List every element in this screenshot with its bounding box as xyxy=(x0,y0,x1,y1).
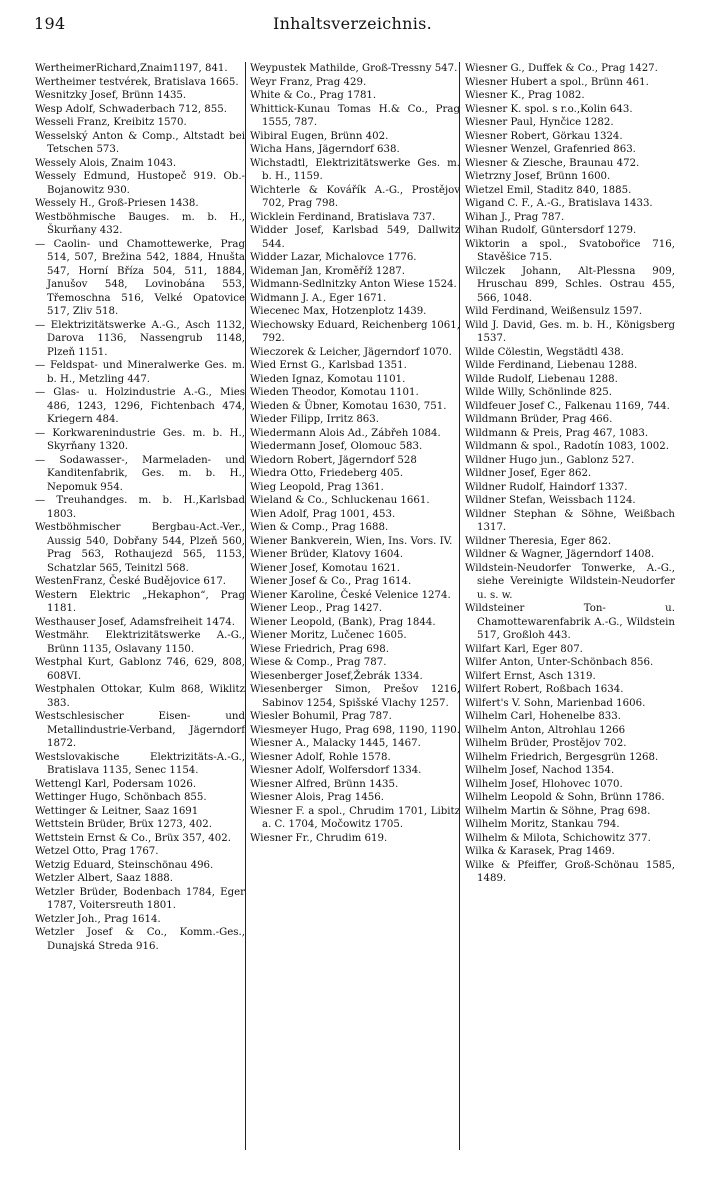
index-entry: Wildsteiner Ton- u. Chamottewarenfabrik A.-G., Wildstein 517, Großloh 443. xyxy=(465,603,675,641)
index-entry: Wiesenberger Simon, Prešov 1216, Sabinov 1254, Spišské Vlachy 1257. xyxy=(250,684,460,709)
index-entry: Widmann-Sedlnitzky Anton Wiese 1524. xyxy=(250,279,457,290)
index-entry: Wilhelm Leopold & Sohn, Brünn 1786. xyxy=(465,792,665,803)
index-entry: Wildstein-Neudorfer Tonwerke, A.-G., siehe Vereinigte Wildstein-Neudorfer u. s. w. xyxy=(465,562,675,601)
index-entry: Wiener Josef & Co., Prag 1614. xyxy=(250,576,412,587)
index-entry: Wilka & Karasek, Prag 1469. xyxy=(465,846,615,857)
index-entry: Wiesner F. a spol., Chrudim 1701, Libitz a. C. 1704, Močowitz 1705. xyxy=(250,805,460,830)
index-entry: Wilhelm Brüder, Prostějov 702. xyxy=(465,738,627,749)
index-entry: Widder Josef, Karlsbad 549, Dallwitz 544. xyxy=(250,225,460,250)
index-entry: Wesnitzky Josef, Brünn 1435. xyxy=(35,90,187,101)
index-entry: Wiesner Wenzel, Grafenried 863. xyxy=(465,144,636,155)
index-entry: Wiese Friedrich, Prag 698. xyxy=(250,643,389,655)
index-entry: Western Elektric „Hekaphon“, Prag 1181. xyxy=(35,589,245,614)
index-entry: Wiener Brüder, Klatovy 1604. xyxy=(250,549,404,560)
index-entry: Widmann J. A., Eger 1671. xyxy=(250,292,387,304)
index-entry: Wessely Edmund, Hustopeč 919. Ob.-Bojanowitz 930. xyxy=(35,171,245,196)
index-entry: Wiedra Otto, Friedeberg 405. xyxy=(250,468,404,479)
index-entry: Wihan Rudolf, Güntersdorf 1279. xyxy=(465,225,637,236)
index-entry: Wessely H., Groß-Priesen 1438. xyxy=(35,198,199,209)
index-entry: Wesp Adolf, Schwaderbach 712, 855. xyxy=(35,103,227,115)
index-entry: Wilke & Pfeiffer, Groß-Schönau 1585, 1489. xyxy=(465,859,675,884)
index-entry: Wiener Karoline, České Velenice 1274. xyxy=(250,589,451,601)
index-entry: Wildner Theresia, Eger 862. xyxy=(465,535,612,547)
page-number: 194 xyxy=(34,14,66,33)
index-entry: Wiesner A., Malacky 1445, 1467. xyxy=(250,738,421,749)
index-entry: Wiesner Alois, Prag 1456. xyxy=(250,792,384,803)
index-entry: Wicha Hans, Jägerndorf 638. xyxy=(250,144,400,155)
index-entry: Widder Lazar, Michalovce 1776. xyxy=(250,252,417,263)
index-entry: Westschlesischer Eisen- und Metallindustrie-Verband, Jägerndorf 1872. xyxy=(35,711,245,749)
index-entry: Wilczek Johann, Alt-Plessna 909, Hruschau 899, Schles. Ostrau 455, 566, 1048. xyxy=(465,265,675,304)
index-entry: Wiesner K., Prag 1082. xyxy=(465,90,585,101)
index-entry: WestenFranz, České Budějovice 617. xyxy=(35,576,227,587)
index-entry: Wilfert's V. Sohn, Marienbad 1606. xyxy=(465,697,646,709)
index-entry: Wigand C. F., A.-G., Bratislava 1433. xyxy=(465,198,653,209)
index-entry: Wilfart Karl, Eger 807. xyxy=(465,643,583,655)
index-entry: Wildner Stefan, Weissbach 1124. xyxy=(465,495,636,506)
index-column-1 xyxy=(35,62,245,953)
index-entry: Westphal Kurt, Gablonz 746, 629, 808, 608VI. xyxy=(35,657,245,682)
running-header: Inhaltsverzeichnis. xyxy=(272,14,433,33)
index-entry: Wiedorn Robert, Jägerndorf 528 xyxy=(250,454,417,466)
index-entry: Westböhmischer Bergbau-Act.-Ver., Aussig 540, Dobřany 544, Plzeň 560, Prag 563, Rothaujezd 565, 1153, Schatzlar 565, Teinitzl 568. xyxy=(35,522,245,574)
index-entry: Wietrzny Josef, Brünn 1600. xyxy=(465,171,611,182)
index-entry: Wien Adolf, Prag 1001, 453. xyxy=(250,508,396,520)
index-entry: Wettinger & Leitner, Saaz 1691 xyxy=(35,805,199,817)
index-entry: Wildner Stephan & Söhne, Weißbach 1317. xyxy=(465,508,675,533)
index-entry: — Glas- u. Holzindustrie A.-G., Mies 486, 1243, 1296, Fichtenbach 474, Kriegern 484. xyxy=(35,387,245,425)
index-entry: Wieczorek & Leicher, Jägerndorf 1070. xyxy=(250,346,452,358)
index-entry: Wihan J., Prag 787. xyxy=(465,211,565,223)
index-entry: Wilhelm Moritz, Stankau 794. xyxy=(465,819,620,830)
index-entry: Wilhelm Martin & Söhne, Prag 698. xyxy=(465,805,651,817)
index-entry: Wilde Cölestin, Wegstädtl 438. xyxy=(465,346,624,358)
index-entry: Wilfer Anton, Unter-Schönbach 856. xyxy=(465,657,654,668)
index-entry: Wiesner G., Duffek & Co., Prag 1427. xyxy=(465,63,658,74)
index-column-2 xyxy=(250,62,460,845)
index-entry: Wiesner Fr., Chrudim 619. xyxy=(250,832,388,844)
index-entry: White & Co., Prag 1781. xyxy=(250,90,377,101)
index-entry: Wiesler Bohumil, Prag 787. xyxy=(250,711,392,722)
index-entry: Wilhelm Anton, Altrohlau 1266 xyxy=(465,724,626,736)
index-entry: Wichterle & Kovářík A.-G., Prostějov 702, Prag 798. xyxy=(250,184,460,209)
index-entry: Wiesmeyer Hugo, Prag 698, 1190, 1190. xyxy=(250,724,461,736)
index-entry: Wetzler Brüder, Bodenbach 1784, Eger 1787, Voitersreuth 1801. xyxy=(35,886,245,911)
index-entry: Wilhelm Josef, Hlohovec 1070. xyxy=(465,778,623,790)
index-entry: Wildmann & Preis, Prag 467, 1083. xyxy=(465,427,649,439)
index-entry: Wiener Moritz, Lučenec 1605. xyxy=(250,630,407,641)
index-entry: Wicklein Ferdinand, Bratislava 737. xyxy=(250,211,436,223)
index-entry: Wibiral Eugen, Brünn 402. xyxy=(250,130,389,142)
index-entry: Wietzel Emil, Staditz 840, 1885. xyxy=(465,184,632,196)
index-entry: Wieg Leopold, Prag 1361. xyxy=(250,481,384,493)
index-entry: Wetzig Eduard, Steinschönau 496. xyxy=(35,859,214,871)
index-entry: Wieland & Co., Schluckenau 1661. xyxy=(250,495,430,506)
index-entry: — Treuhandges. m. b. H.,Karlsbad 1803. xyxy=(35,495,245,520)
index-entry: Wetzler Josef & Co., Komm.-Ges., Dunajská Streda 916. xyxy=(35,927,245,952)
index-entry: Wild Ferdinand, Weißensulz 1597. xyxy=(465,306,643,317)
index-entry: — Feldspat- und Mineralwerke Ges. m. b. H., Metzling 447. xyxy=(35,360,245,385)
index-entry: — Elektrizitätswerke A.-G., Asch 1132, Darova 1136, Nassengrub 1148, Plzeň 1151. xyxy=(35,319,245,358)
index-entry: Westslovakische Elektrizitäts-A.-G., Bratislava 1135, Senec 1154. xyxy=(35,751,245,776)
index-entry: WertheimerRichard,Znaim1197, 841. xyxy=(35,63,228,74)
index-entry: Wilfert Robert, Roßbach 1634. xyxy=(465,684,624,695)
index-entry: Wiesner Adolf, Rohle 1578. xyxy=(250,751,391,763)
index-entry: — Caolin- und Chamottewerke, Prag 514, 507, Brežina 542, 1884, Hnušta 547, Horní Bříza 504, 511, 1884, Janušov 548, Lovinobána 553, Třemoschna 516, Velké Opatovice 517, Zliv 518. xyxy=(35,238,245,317)
index-entry: Wildfeuer Josef C., Falkenau 1169, 744. xyxy=(465,400,670,412)
index-entry: Wieder Filipp, Irritz 863. xyxy=(250,414,380,425)
index-entry: Wettengl Karl, Podersam 1026. xyxy=(35,778,197,790)
index-entry: Wettstein Ernst & Co., Brüx 357, 402. xyxy=(35,832,231,844)
index-entry: Wetzler Joh., Prag 1614. xyxy=(35,913,161,925)
index-entry: Weyr Franz, Prag 429. xyxy=(250,76,367,88)
index-entry: Wiesner Alfred, Brünn 1435. xyxy=(250,778,399,790)
index-entry: Wiener Leopold, (Bank), Prag 1844. xyxy=(250,616,436,628)
index-entry: — Korkwarenindustrie Ges. m. b. H., Skyrňany 1320. xyxy=(35,427,245,452)
index-entry: Wildner & Wagner, Jägerndorf 1408. xyxy=(465,549,655,560)
index-entry: Wiesner Paul, Hynčice 1282. xyxy=(465,117,614,128)
index-entry: Westmähr. Elektrizitätswerke A.-G., Brünn 1135, Oslavany 1150. xyxy=(35,630,245,655)
index-entry: Wilde Willy, Schönlinde 825. xyxy=(465,387,613,398)
index-entry: Wesselský Anton & Comp., Altstadt bei Tetschen 573. xyxy=(35,130,245,155)
index-entry: Wildner Rudolf, Haindorf 1337. xyxy=(465,481,628,493)
index-entry: Wiener Josef, Komotau 1621. xyxy=(250,562,401,574)
index-entry: Wieden Theodor, Komotau 1101. xyxy=(250,387,419,398)
index-column-3 xyxy=(465,62,675,886)
index-entry: Wettstein Brüder, Brüx 1273, 402. xyxy=(35,819,212,830)
index-entry: Wilhelm & Milota, Schichowitz 377. xyxy=(465,832,651,844)
index-entry: Wichstadtl, Elektrizitätswerke Ges. m. b. H., 1159. xyxy=(250,157,460,182)
index-entry: Wilfert Ernst, Asch 1319. xyxy=(465,670,596,682)
index-entry: Wiesner & Ziesche, Braunau 472. xyxy=(465,157,640,169)
index-entry: Wessely Alois, Znaim 1043. xyxy=(35,157,177,169)
index-entry: Wiechowsky Eduard, Reichenberg 1061, 792. xyxy=(250,319,460,344)
index-entry: Wilhelm Josef, Nachod 1354. xyxy=(465,765,615,776)
index-entry: Wiedermann Alois Ad., Zábřeh 1084. xyxy=(250,427,441,439)
index-entry: Wilde Rudolf, Liebenau 1288. xyxy=(465,373,618,385)
column-divider xyxy=(245,62,246,1150)
index-entry: Wiesner K. spol. s r.o.,Kolin 643. xyxy=(465,103,633,115)
index-entry: Wiesenberger Josef,Žebrák 1334. xyxy=(250,670,423,682)
index-entry: Wieden & Übner, Komotau 1630, 751. xyxy=(250,400,447,412)
index-entry: — Sodawasser-, Marmeladen- und Kanditenfabrik, Ges. m. b. H., Nepomuk 954. xyxy=(35,454,245,493)
index-entry: Weypustek Mathilde, Groß-Tressny 547. xyxy=(250,63,458,74)
index-entry: Wilde Ferdinand, Liebenau 1288. xyxy=(465,360,638,371)
index-entry: Wildmann Brüder, Prag 466. xyxy=(465,414,613,425)
index-entry: Wildmann & spol., Radotín 1083, 1002. xyxy=(465,441,669,452)
index-entry: Wiktorin a spol., Svatobořice 716, Stavěšice 715. xyxy=(465,238,675,263)
index-entry: Wiesner Robert, Görkau 1324. xyxy=(465,130,623,142)
index-entry: Wiedermann Josef, Olomouc 583. xyxy=(250,441,423,452)
index-entry: Wien & Comp., Prag 1688. xyxy=(250,522,389,533)
index-entry: Wild J. David, Ges. m. b. H., Königsberg 1537. xyxy=(465,319,675,344)
index-entry: Wiesner Adolf, Wolfersdorf 1334. xyxy=(250,765,422,776)
index-entry: Wiese & Comp., Prag 787. xyxy=(250,657,387,668)
index-entry: Wiecenec Max, Hotzenplotz 1439. xyxy=(250,306,427,317)
index-entry: Wildner Hugo jun., Gablonz 527. xyxy=(465,454,635,466)
index-entry: Westphalen Ottokar, Kulm 868, Wiklitz 383. xyxy=(35,684,245,709)
index-entry: Wieden Ignaz, Komotau 1101. xyxy=(250,373,406,385)
index-entry: Wied Ernst G., Karlsbad 1351. xyxy=(250,360,407,371)
index-entry: Wildner Josef, Eger 862. xyxy=(465,468,592,479)
index-entry: Wiesner Hubert a spol., Brünn 461. xyxy=(465,76,649,88)
index-entry: Wiener Leop., Prag 1427. xyxy=(250,603,383,614)
index-entry: Whittick-Kunau Tomas H.& Co., Prag 1555, 787. xyxy=(250,103,460,128)
index-entry: Wesseli Franz, Kreibitz 1570. xyxy=(35,117,187,128)
index-entry: Wettinger Hugo, Schönbach 855. xyxy=(35,792,207,803)
index-entry: Wetzel Otto, Prag 1767. xyxy=(35,846,159,857)
index-entry: Wetzler Albert, Saaz 1888. xyxy=(35,873,174,884)
index-entry: Wertheimer testvérek, Bratislava 1665. xyxy=(35,76,239,88)
index-entry: Westböhmische Bauges. m. b. H., Škurňany 432. xyxy=(35,211,245,236)
index-entry: Wideman Jan, Kroměříž 1287. xyxy=(250,265,406,277)
index-entry: Wiener Bankverein, Wien, Ins. Vors. IV. xyxy=(250,535,453,547)
index-entry: Wilhelm Friedrich, Bergesgrün 1268. xyxy=(465,751,659,763)
index-entry: Wilhelm Carl, Hohenelbe 833. xyxy=(465,711,621,722)
index-entry: Westhauser Josef, Adamsfreiheit 1474. xyxy=(35,616,236,628)
